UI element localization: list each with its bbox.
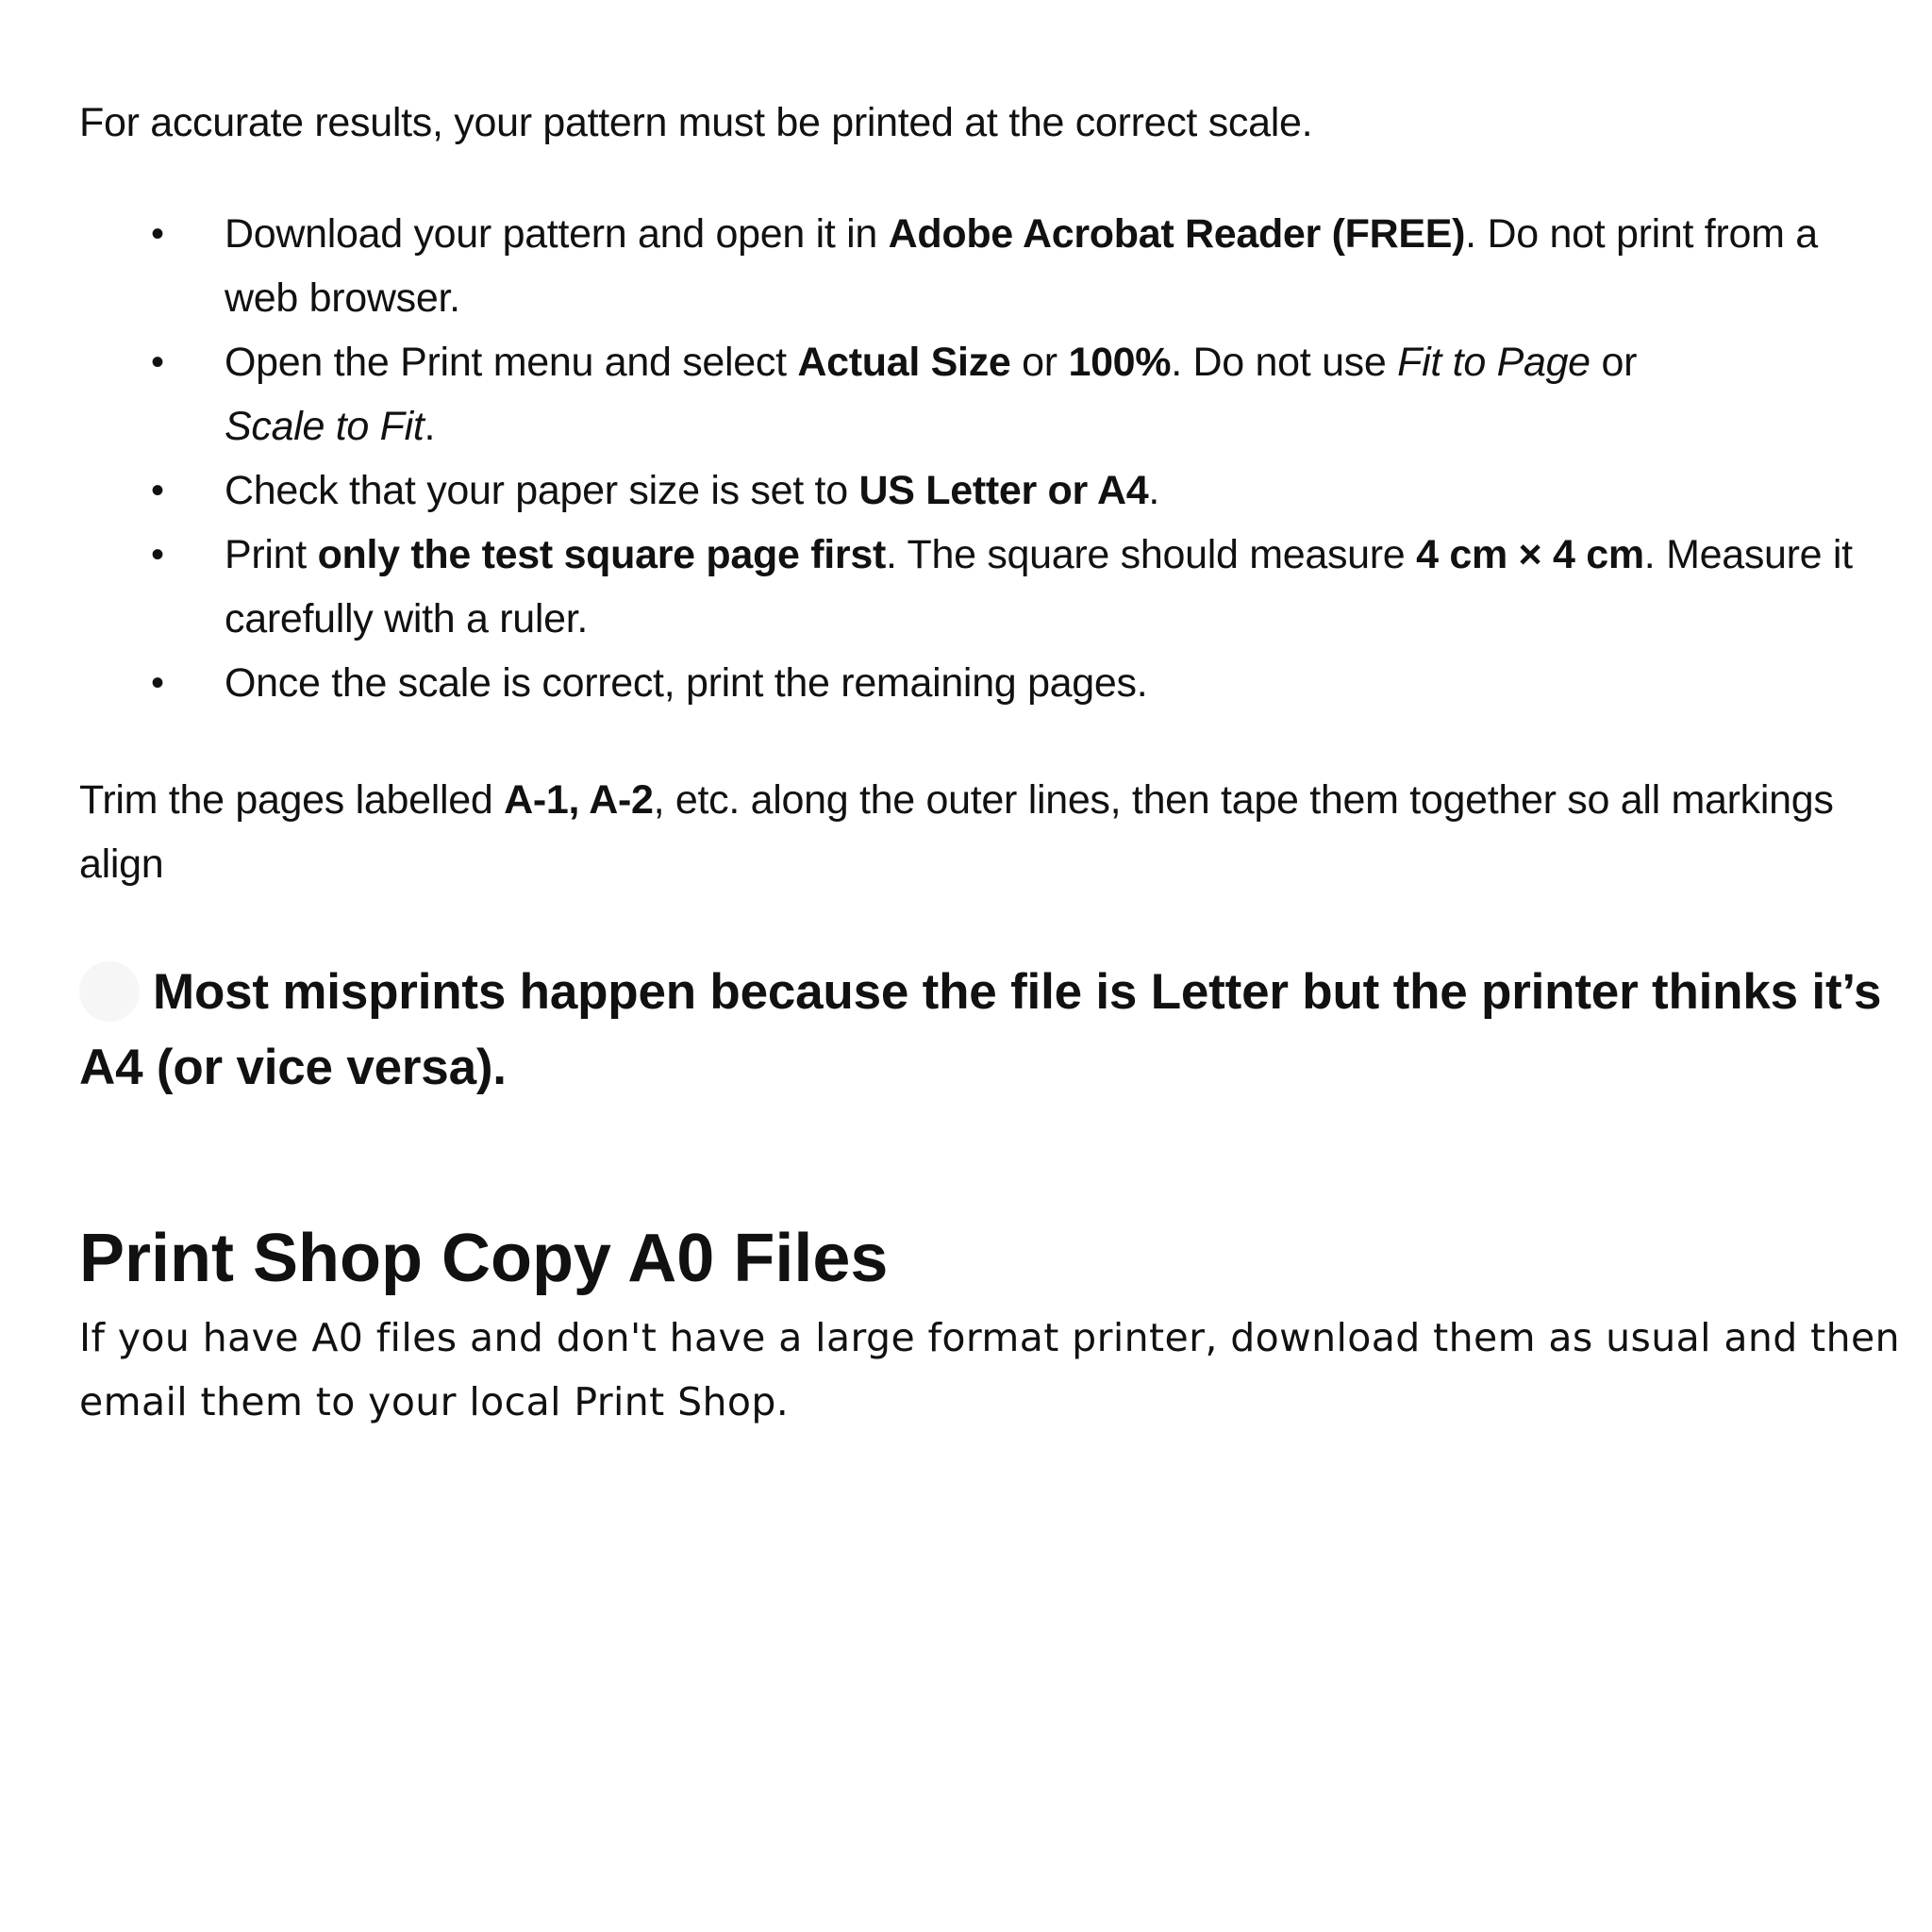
list-item <box>79 651 1900 715</box>
step-text: Download your pattern and open it in <box>225 211 889 257</box>
step-bold: Adobe Acrobat Reader (FREE) <box>888 211 1466 257</box>
bullet-icon: • <box>151 662 164 704</box>
step-text: or <box>1010 340 1069 385</box>
trim-text: , etc. along the outer lines, then tape them together so all markings align <box>79 777 1834 887</box>
step-bold: Actual Size <box>797 340 1011 385</box>
print-steps-list <box>79 202 1900 715</box>
step-text: . The square should measure <box>885 532 1417 577</box>
step-italic: Scale to Fit <box>225 404 425 449</box>
section-heading: Print Shop Copy A0 Files <box>79 1221 889 1296</box>
step-bold: 4 cm × 4 cm <box>1416 532 1644 577</box>
bullet-icon: • <box>151 213 164 255</box>
step-bold: only the test square page first <box>317 532 886 577</box>
trim-instructions <box>79 768 1900 896</box>
step-italic: Fit to Page <box>1397 340 1591 385</box>
trim-text: Trim the pages labelled <box>79 777 505 823</box>
step-text: . Measure it carefully with a ruler. <box>225 532 1853 641</box>
print-shop-paragraph: If you have A0 files and don't have a large format printer, download them as usual and then email them to your local Print Shop. <box>79 1315 1901 1424</box>
step-text: . <box>1148 468 1160 513</box>
tip-icon <box>79 961 140 1022</box>
bullet-icon: • <box>151 534 164 575</box>
step-text: or <box>1590 340 1638 385</box>
step-text: Print <box>225 532 318 577</box>
step-text: . Do not use <box>1171 340 1398 385</box>
step-bold: US Letter or A4 <box>858 468 1149 513</box>
list-item <box>79 523 1900 651</box>
list-item <box>79 330 1900 458</box>
trim-bold: A-1, A-2 <box>504 777 654 823</box>
misprint-tip <box>79 955 1900 1106</box>
step-bold: 100% <box>1068 340 1172 385</box>
step-text: Once the scale is correct, print the remaining pages. <box>225 660 1148 706</box>
step-text: Check that your paper size is set to <box>225 468 859 513</box>
list-item <box>79 202 1900 330</box>
step-text: Open the Print menu and select <box>225 340 798 385</box>
bullet-icon: • <box>151 470 164 511</box>
list-item <box>79 458 1900 523</box>
tip-text: Most misprints happen because the file is Letter but the printer thinks it’s A4 (or vice versa). <box>79 964 1882 1095</box>
document-page <box>79 91 1900 1434</box>
bullet-icon: • <box>151 341 164 383</box>
step-text: . <box>424 404 436 449</box>
intro-paragraph: For accurate results, your pattern must be printed at the correct scale. <box>79 100 1313 145</box>
step-text: . Do not print from a web browser. <box>225 211 1818 321</box>
